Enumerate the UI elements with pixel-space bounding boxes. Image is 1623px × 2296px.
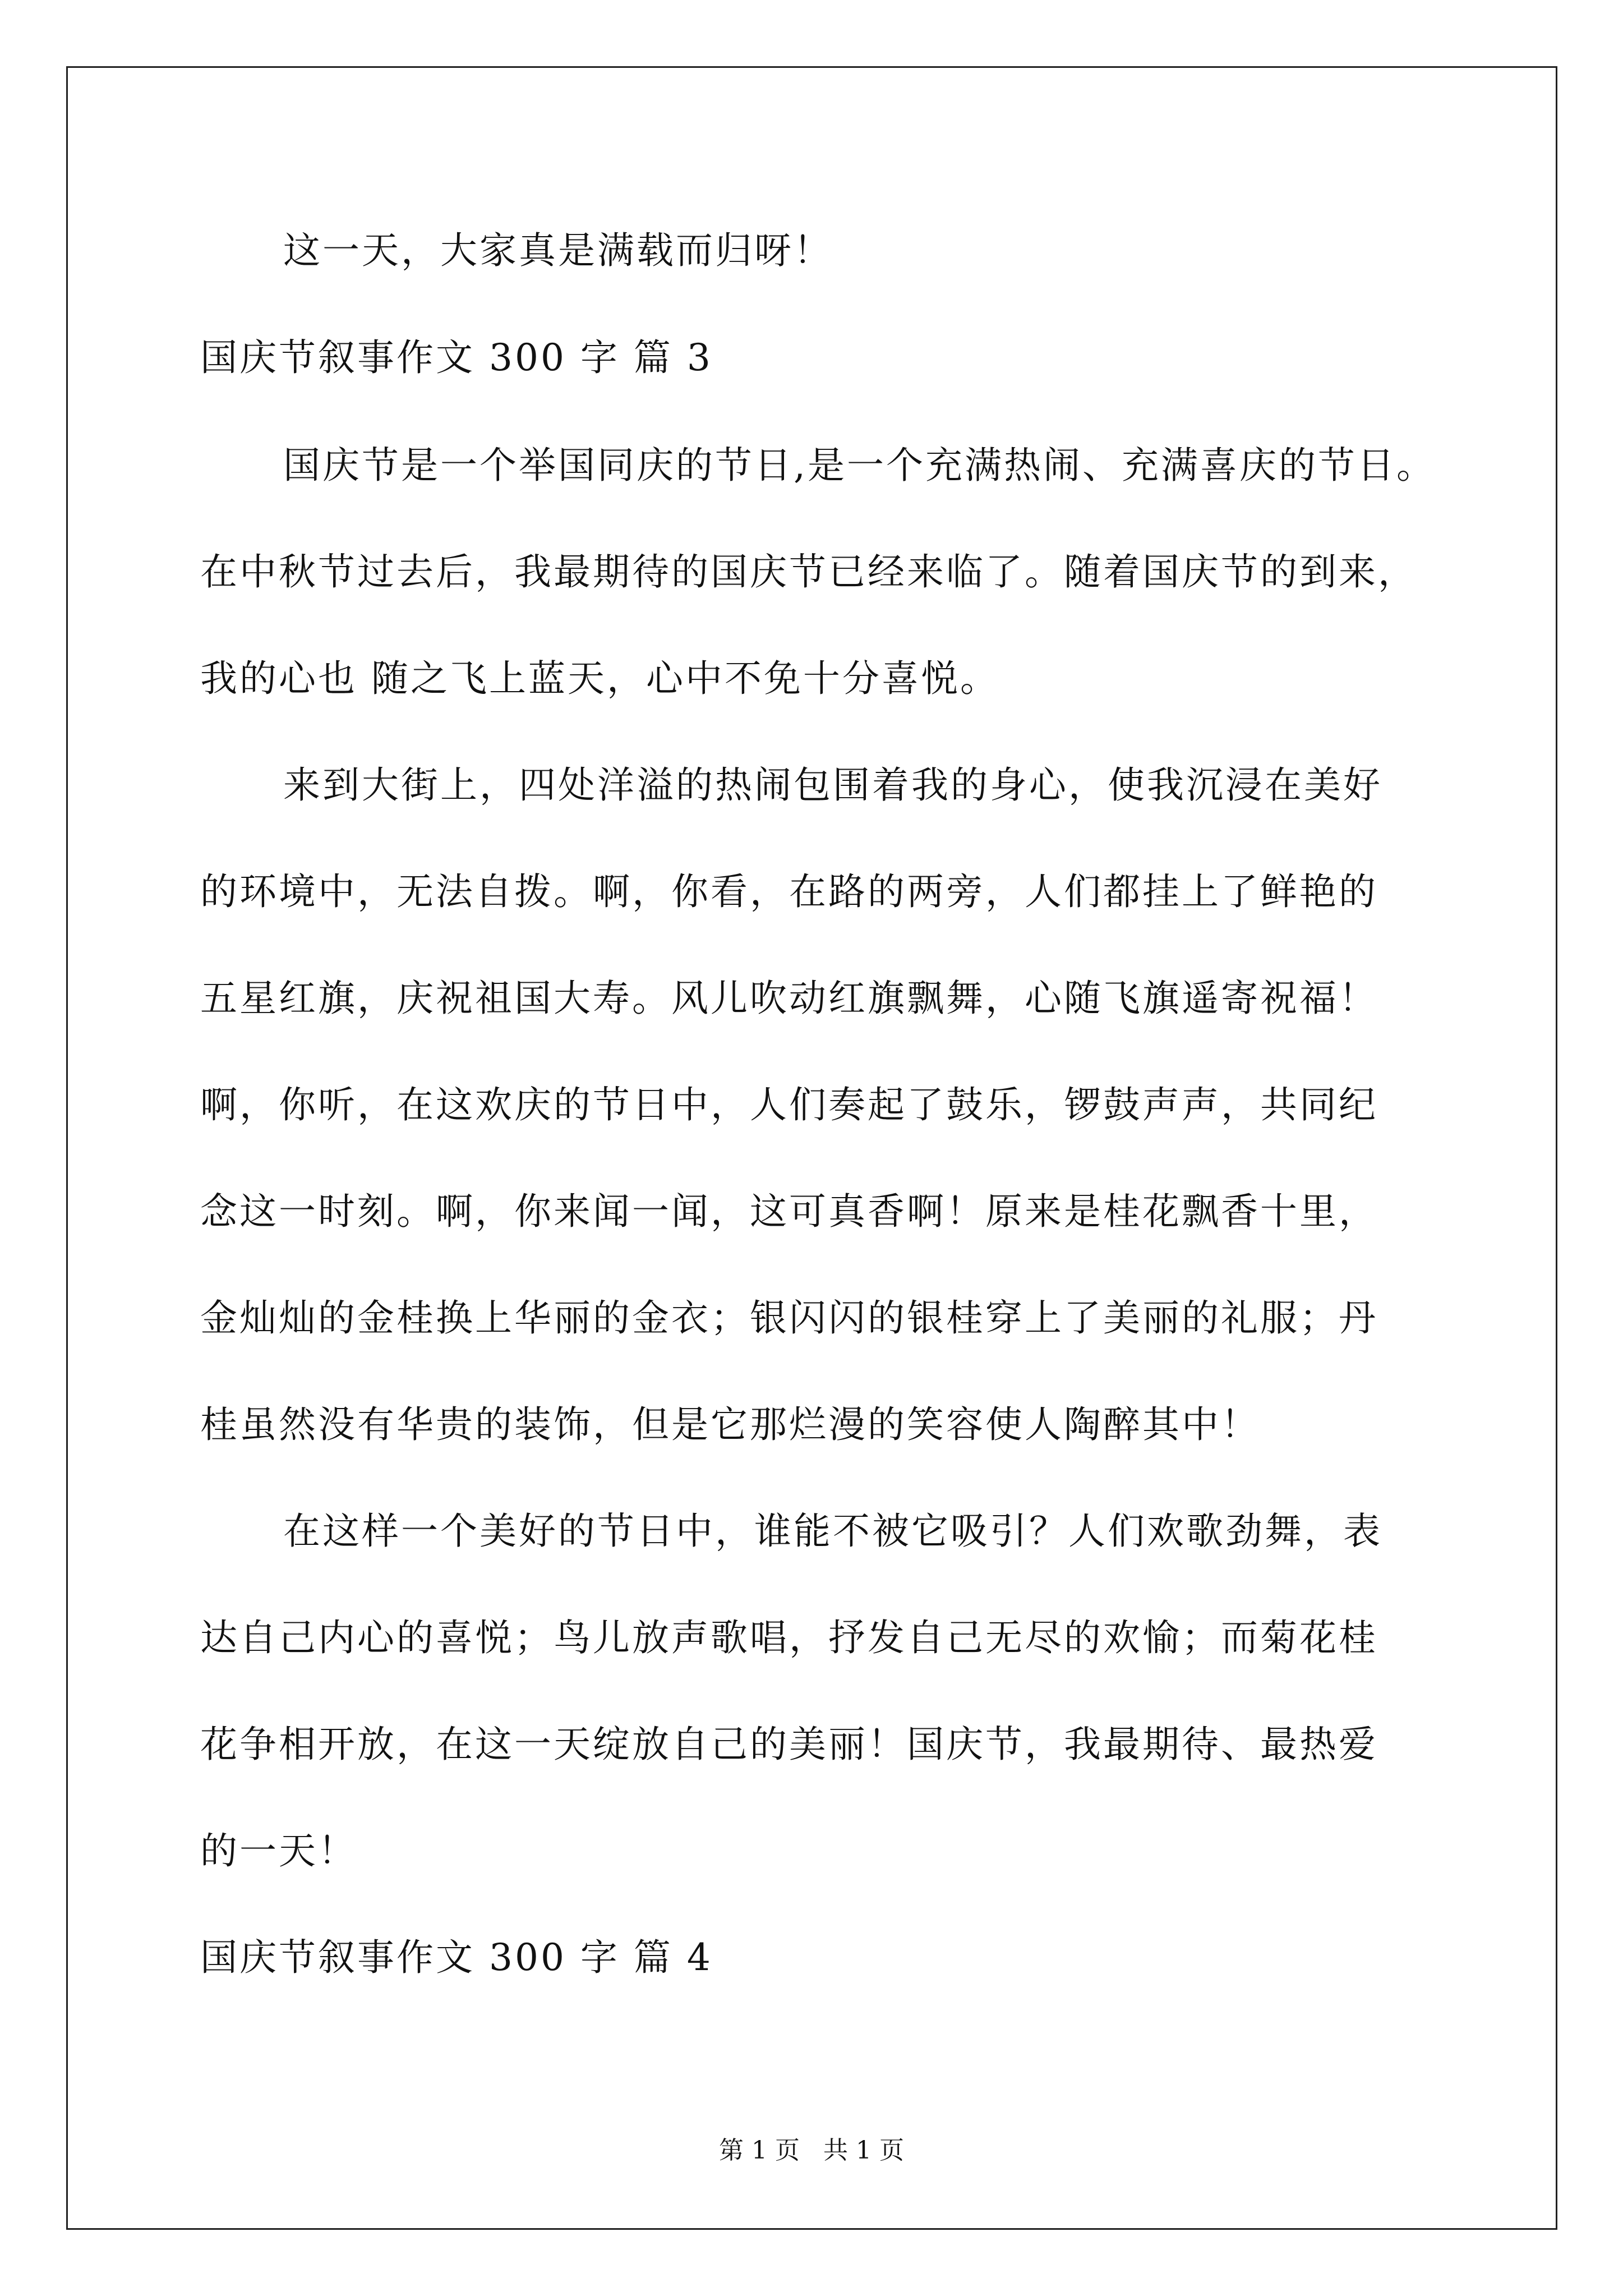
paragraph-line: 金灿灿的金桂换上华丽的金衣；银闪闪的银桂穿上了美丽的礼服；丹 bbox=[200, 1296, 1378, 1340]
section-heading: 国庆节叙事作文 300 字 篇 4 bbox=[200, 1936, 713, 1979]
paragraph-line: 啊，你听，在这欢庆的节日中，人们奏起了鼓乐，锣鼓声声，共同纪 bbox=[200, 1083, 1378, 1126]
paragraph-line: 这一天，大家真是满载而归呀！ bbox=[283, 229, 833, 272]
paragraph-line: 念这一时刻。啊，你来闻一闻，这可真香啊！原来是桂花飘香十里， bbox=[200, 1190, 1378, 1233]
paragraph-line: 在中秋节过去后，我最期待的国庆节已经来临了。随着国庆节的到来， bbox=[200, 550, 1417, 593]
paragraph-line: 花争相开放，在这一天绽放自己的美丽！国庆节，我最期待、最热爱 bbox=[200, 1723, 1378, 1766]
paragraph-line: 的环境中，无法自拨。啊，你看，在路的两旁，人们都挂上了鲜艳的 bbox=[200, 870, 1378, 913]
paragraph-line: 在这样一个美好的节日中，谁能不被它吸引？人们欢歌劲舞，表 bbox=[283, 1510, 1382, 1553]
paragraph-line: 我的心也 随之飞上蓝天，心中不免十分喜悦。 bbox=[200, 657, 999, 700]
paragraph-line: 的一天！ bbox=[200, 1829, 357, 1872]
paragraph-line: 桂虽然没有华贵的装饰，但是它那烂漫的笑容使人陶醉其中！ bbox=[200, 1403, 1260, 1446]
paragraph-line: 来到大街上，四处洋溢的热闹包围着我的身心，使我沉浸在美好 bbox=[283, 763, 1382, 807]
paragraph-line: 五星红旗，庆祝祖国大寿。风儿吹动红旗飘舞，心随飞旗遥寄祝福！ bbox=[200, 977, 1378, 1020]
paragraph-line: 达自己内心的喜悦；鸟儿放声歌唱，抒发自己无尽的欢愉；而菊花桂 bbox=[200, 1616, 1378, 1659]
page-number-footer: 第 1 页 共 1 页 bbox=[719, 2136, 904, 2165]
paragraph-line: 国庆节是一个举国同庆的节日,是一个充满热闹、充满喜庆的节日。 bbox=[283, 444, 1436, 487]
section-heading: 国庆节叙事作文 300 字 篇 3 bbox=[200, 336, 713, 379]
page-border bbox=[66, 66, 1557, 2230]
